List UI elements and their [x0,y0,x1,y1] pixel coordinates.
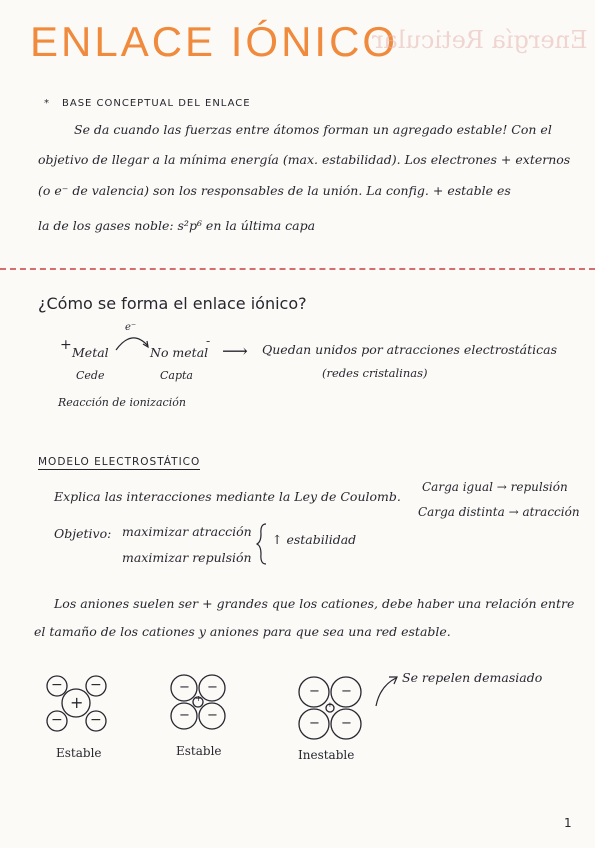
electron-label: e⁻ [125,322,137,333]
plus-sign: + [60,337,72,353]
paragraph-line: el tamaño de los cationes y aniones para que sea una red estable. [34,624,451,639]
stable-lattice-diagram-2 [164,668,234,738]
metal-label: Metal [72,345,109,360]
electron-transfer-arrow [112,330,152,352]
anion-minus: − [341,716,352,731]
curved-arrow-icon [372,672,402,710]
no-metal-label: No metal [150,345,209,360]
reaction-label: Reacción de ionización [58,396,186,409]
unstable-lattice-diagram [294,672,370,748]
objective-label: Objetivo: [54,526,112,541]
result-note: (redes cristalinas) [322,366,428,380]
objective-repulsion: maximizar repulsión [122,550,252,565]
diagram-label: Estable [176,744,222,758]
paragraph-line: Los aniones suelen ser + grandes que los cationes, debe haber una relación entre [54,596,575,611]
anion-minus: − [179,680,190,695]
anion-minus: − [51,677,63,693]
anion-minus: − [207,708,218,723]
capta-label: Capta [160,369,193,382]
objective-attraction: maximizar atracción [122,524,252,539]
paragraph-line: la de los gases noble: s²p⁶ en la última capa [38,218,316,233]
equal-charge-text: Carga igual → repulsión [422,480,568,494]
paragraph-line: objetivo de llegar a la mínima energía (max. estabilidad). Los electrones + externos [38,152,571,167]
anion-minus: − [207,680,218,695]
section-divider [0,268,595,270]
brace-icon [256,522,270,566]
cede-label: Cede [76,369,105,382]
anion-minus: − [341,684,352,699]
coulomb-text: Explica las interacciones mediante la Ley de Coulomb. [54,489,401,504]
result-text: Quedan unidos por atracciones electrostáticas [262,342,558,357]
section-heading-base: BASE CONCEPTUAL DEL ENLACE [62,98,251,109]
cation-plus: + [195,694,202,703]
anion-minus: − [309,684,320,699]
question-heading: ¿Cómo se forma el enlace iónico? [38,294,307,313]
diagram-label: Estable [56,746,102,760]
section-bullet: * [44,98,50,109]
bleed-through-text: Energía Reticular [372,26,588,54]
paragraph-line: (o e⁻ de valencia) son los responsables de la unión. La config. + estable es [38,183,511,198]
right-arrow-icon: ⟶ [222,341,248,362]
cation-plus: + [70,693,84,712]
cation-plus: + [327,701,333,709]
section-heading-model: MODELO ELECTROSTÁTICO [38,456,201,468]
page-title: ENLACE IÓNICO [30,18,399,65]
anion-minus: − [309,716,320,731]
anion-minus: − [90,677,102,693]
minus-sign: - [206,333,211,348]
paragraph-line: Se da cuando las fuerzas entre átomos forman un agregado estable! Con el [74,122,552,137]
page-number: 1 [564,816,572,830]
diff-charge-text: Carga distinta → atracción [418,505,580,519]
anion-minus: − [51,712,63,728]
anion-minus: − [179,708,190,723]
anion-minus: − [90,712,102,728]
diagram-label: Inestable [298,748,355,762]
stability-result: ↑ estabilidad [272,532,357,547]
repel-note: Se repelen demasiado [402,670,543,685]
